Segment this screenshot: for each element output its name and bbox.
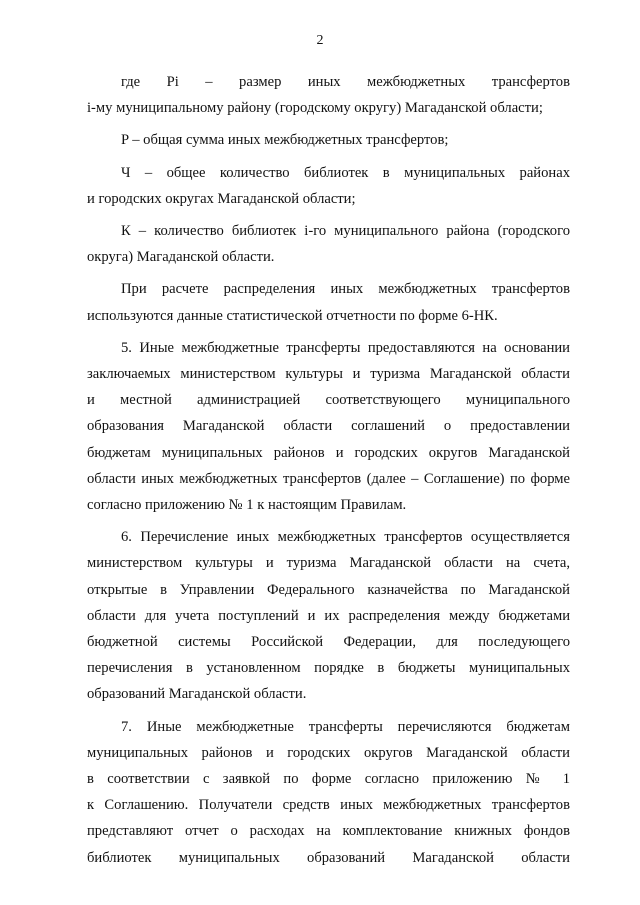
paragraph-p-definition (87, 127, 570, 153)
text-line: к Соглашению. Получатели средств иных межбюджетных трансфертов (87, 797, 570, 814)
paragraph-item-6 (87, 524, 570, 707)
text-line: где Pi – размер иных межбюджетных трансфертов (121, 74, 570, 90)
paragraph-ch-definition (87, 160, 570, 212)
page-number: 2 (316, 33, 324, 48)
text-line: К – количество библиотек i-го муниципального района (городского (121, 223, 570, 240)
text-line: При расчете распределения иных межбюджетных трансфертов (121, 281, 570, 298)
text-line: области иных межбюджетных трансфертов (далее – Соглашение) по форме (87, 470, 570, 487)
text-line: и местной администрацией соответствующего муниципального (87, 392, 570, 409)
paragraph-item-7 (87, 714, 570, 871)
paragraph-pi-definition (87, 69, 570, 121)
text-line: округа) Магаданской области. (87, 249, 275, 266)
text-line: открытые в Управлении Федерального казначейства по Магаданской (87, 581, 570, 598)
text-line: образования Магаданской области соглашений о предоставлении (87, 418, 570, 435)
text-line: представляют отчет о расходах на комплектование книжных фондов (87, 823, 570, 840)
text-line: библиотек муниципальных образований Магаданской области (87, 849, 570, 866)
text-line: i-му муниципальному району (городскому округу) Магаданской области; (87, 100, 543, 117)
text-line: согласно приложению № 1 к настоящим Правилам. (87, 497, 407, 514)
text-line: заключаемых министерством культуры и туризма Магаданской области (87, 366, 570, 383)
text-line: бюджетам муниципальных районов и городских округов Магаданской (87, 444, 570, 461)
text-line: 7. Иные межбюджетные трансферты перечисляются бюджетам (121, 718, 570, 735)
text-line: используются данные статистической отчетности по форме 6-НК. (87, 307, 498, 324)
paragraph-calculation-note (87, 276, 570, 328)
text-line: перечисления в установленном порядке в бюджеты муниципальных (87, 660, 570, 677)
text-line: образований Магаданской области. (87, 686, 307, 703)
text-line: 6. Перечисление иных межбюджетных трансфертов осуществляется (121, 529, 570, 546)
paragraph-item-5 (87, 335, 570, 518)
text-line: P – общая сумма иных межбюджетных трансфертов; (121, 132, 449, 149)
text-line: министерством культуры и туризма Магаданской области на счета, (87, 555, 570, 572)
document-body (87, 69, 570, 871)
paragraph-k-definition (87, 218, 570, 270)
text-line: области для учета поступлений и их распределения между бюджетами (87, 607, 570, 624)
text-line: в соответствии с заявкой по форме согласно приложению № 1 (87, 771, 570, 788)
text-line: Ч – общее количество библиотек в муниципальных районах (121, 164, 570, 181)
text-line: муниципальных районов и городских округов Магаданской области (87, 744, 570, 761)
text-line: бюджетной системы Российской Федерации, для последующего (87, 634, 570, 651)
text-line: и городских округах Магаданской области; (87, 190, 356, 207)
text-line: 5. Иные межбюджетные трансферты предоставляются на основании (121, 339, 570, 356)
